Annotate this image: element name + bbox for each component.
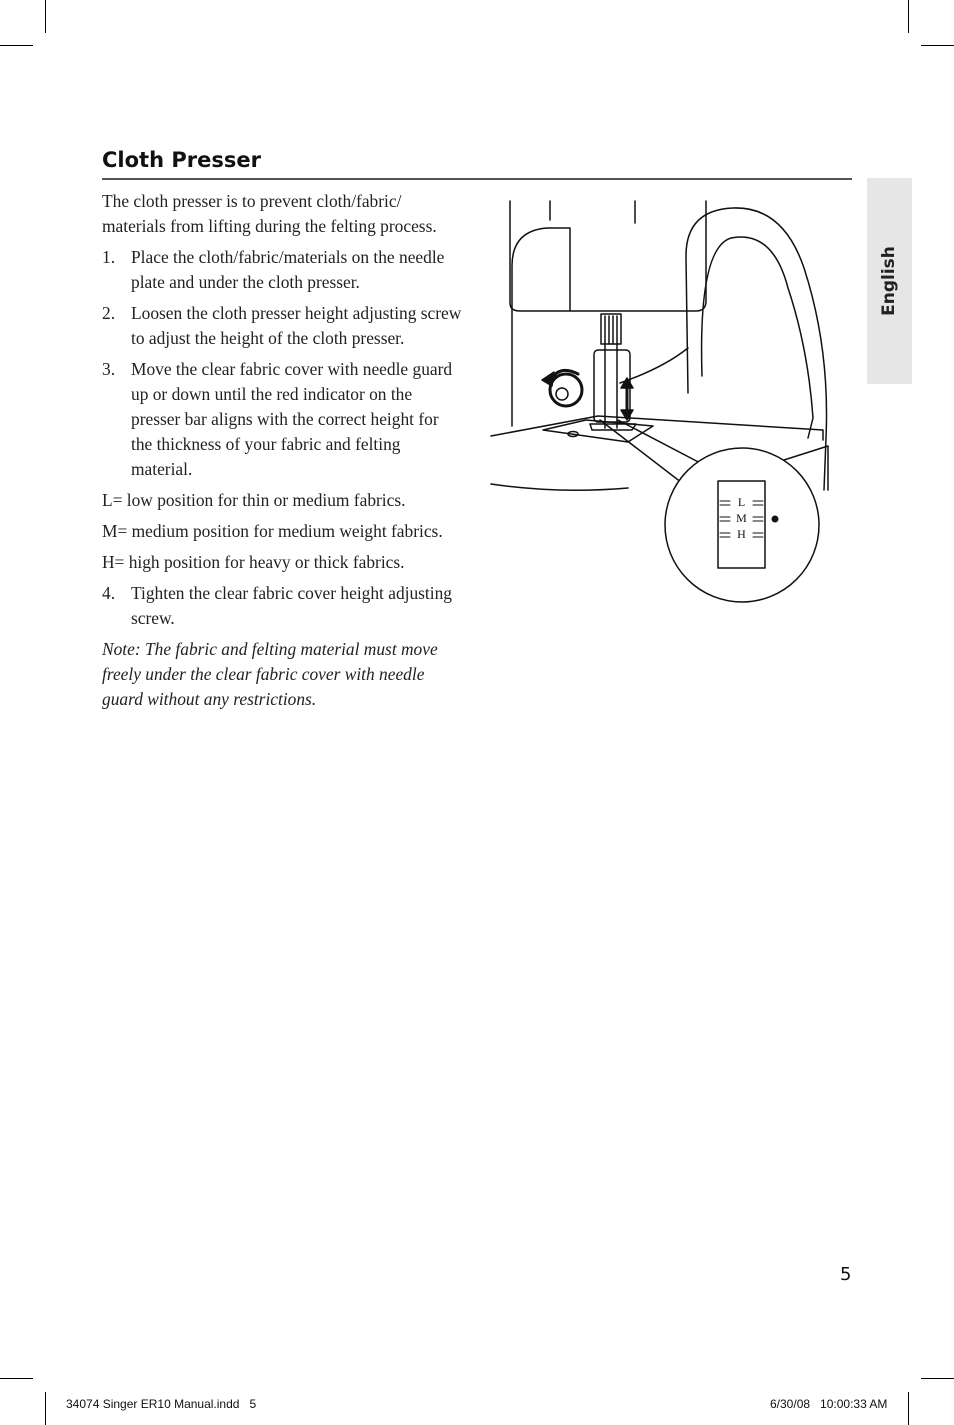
step-number: 2. bbox=[102, 303, 116, 323]
crop-mark bbox=[908, 0, 909, 33]
step-text: Loosen the cloth presser height adjusting screw to adjust the height of the cloth presser. bbox=[131, 303, 462, 348]
scale-label-m: M bbox=[736, 511, 747, 525]
step-number: 3. bbox=[102, 359, 116, 379]
crop-mark bbox=[0, 45, 33, 46]
presser-bar bbox=[605, 344, 617, 428]
step-item bbox=[102, 581, 464, 631]
machine-arm bbox=[686, 208, 827, 490]
note-paragraph: Note: The fabric and felting material must move freely under the clear fabric cover with needle guard without any restrictions. bbox=[102, 639, 438, 709]
step-item bbox=[102, 245, 464, 295]
position-low: L= low position for thin or medium fabrics. bbox=[102, 490, 406, 510]
machine-upper-line bbox=[550, 201, 635, 223]
crop-mark bbox=[908, 1392, 909, 1425]
intro-paragraph: The cloth presser is to prevent cloth/fabric/ materials from lifting during the felting process. bbox=[102, 191, 437, 236]
machine-faceplate bbox=[512, 228, 570, 426]
step-item bbox=[102, 301, 464, 351]
cloth-presser-illustration bbox=[488, 198, 833, 603]
crop-mark bbox=[921, 45, 954, 46]
step-item bbox=[102, 357, 464, 482]
footer-timestamp: 6/30/08 10:00:33 AM bbox=[770, 1397, 888, 1411]
body-text bbox=[102, 189, 464, 718]
indicator-dot bbox=[772, 516, 779, 523]
step-number: 4. bbox=[102, 583, 116, 603]
step-text: Tighten the clear fabric cover height adjusting screw. bbox=[131, 583, 452, 628]
section-title: Cloth Presser bbox=[102, 148, 261, 172]
crop-mark bbox=[0, 1378, 33, 1379]
machine-front-edge bbox=[510, 201, 706, 311]
presser-bar-threads bbox=[605, 316, 617, 344]
step-number: 1. bbox=[102, 247, 116, 267]
scale-label-l: L bbox=[737, 495, 746, 509]
crop-mark bbox=[45, 1392, 46, 1425]
position-medium: M= medium position for medium weight fabrics. bbox=[102, 521, 443, 541]
crop-mark bbox=[45, 0, 46, 33]
scale-label-h: H bbox=[737, 527, 746, 541]
language-tab-label: English bbox=[879, 246, 899, 316]
machine-base bbox=[491, 416, 823, 440]
step-text: Place the cloth/fabric/materials on the needle plate and under the cloth presser. bbox=[131, 247, 445, 292]
step-text: Move the clear fabric cover with needle guard up or down until the red indicator on the presser bar aligns with the correct height for the thickness of your fabric and felting material. bbox=[131, 359, 453, 479]
callout-circle bbox=[665, 448, 819, 602]
footer-filename: 34074 Singer ER10 Manual.indd 5 bbox=[66, 1397, 257, 1411]
position-high: H= high position for heavy or thick fabrics. bbox=[102, 552, 405, 572]
machine-arm-inner bbox=[702, 237, 813, 438]
crop-mark bbox=[921, 1378, 954, 1379]
rotate-arrowhead bbox=[542, 372, 554, 386]
presser-bar-top bbox=[601, 314, 621, 344]
page-number: 5 bbox=[840, 1264, 852, 1285]
adjusting-screw-center bbox=[556, 388, 568, 400]
title-rule bbox=[102, 178, 852, 180]
